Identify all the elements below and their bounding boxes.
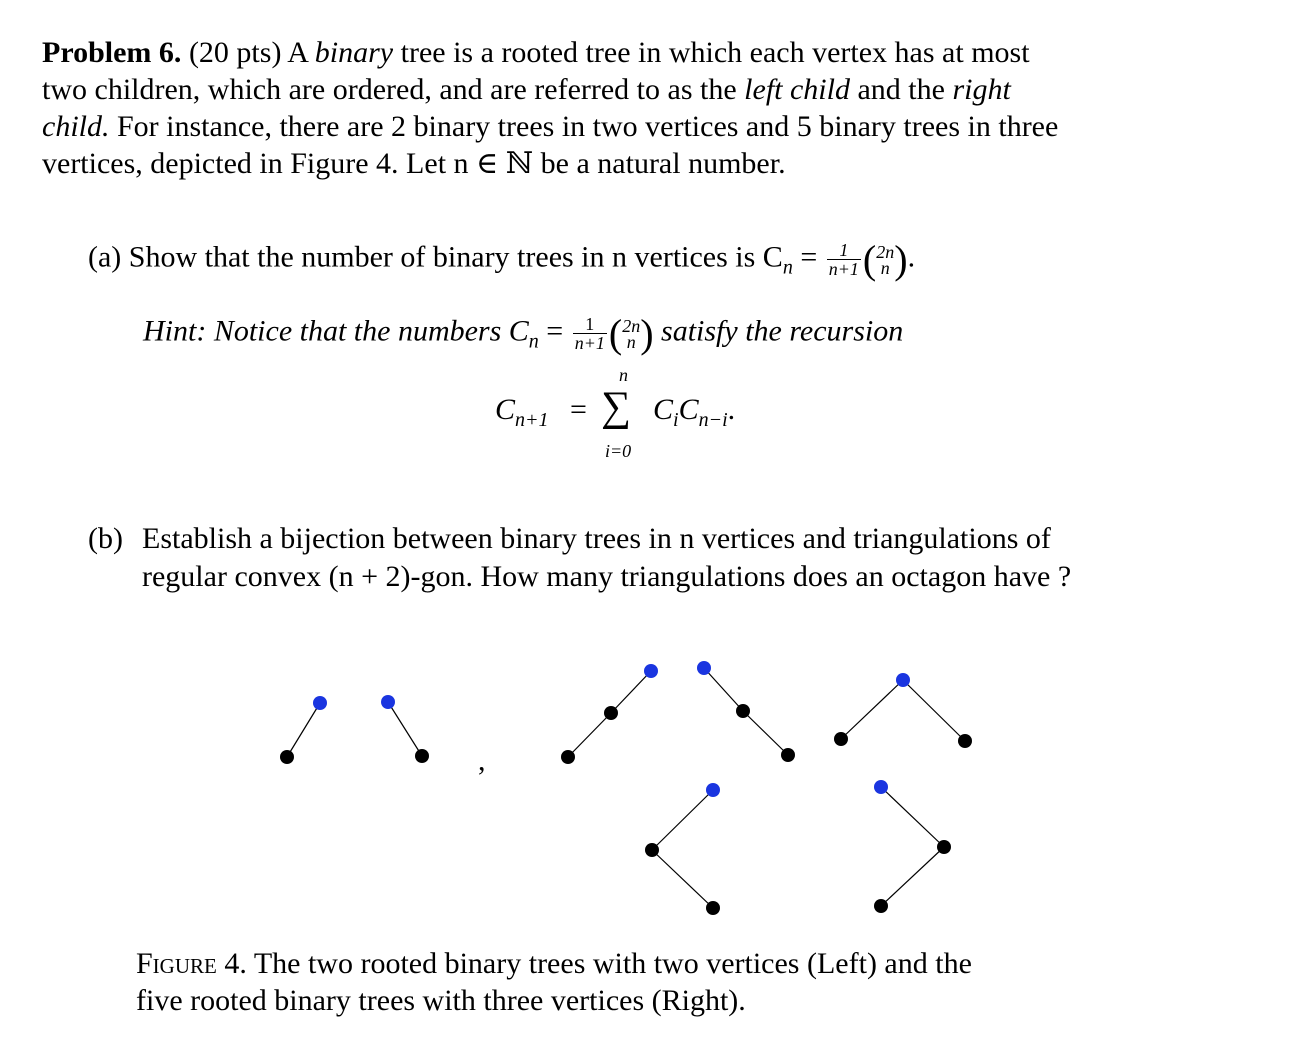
- term-sub-n-i: n−i: [698, 409, 728, 431]
- node: [561, 750, 575, 764]
- part-a-text: Show that the number of binary trees in n vertices is C: [128, 240, 783, 274]
- root-node: [313, 696, 327, 710]
- node: [645, 843, 659, 857]
- edge-tree3-a: [611, 671, 651, 713]
- node: [280, 750, 294, 764]
- edge-tree4-b: [743, 711, 788, 755]
- frac-num: 1: [827, 241, 861, 260]
- tree-nodes: [280, 661, 972, 915]
- edge-tree7-b: [881, 847, 944, 906]
- recursion-eq: =: [570, 393, 587, 426]
- hint-binom-bot: n: [626, 331, 636, 352]
- binom-top: 2n: [876, 241, 895, 262]
- part-a-eq: =: [792, 240, 825, 274]
- sum-lower-limit: i=0: [605, 441, 632, 461]
- caption-num: 4.: [224, 947, 247, 980]
- root-node: [896, 673, 910, 687]
- node: [958, 734, 972, 748]
- sum-upper-limit: n: [619, 365, 628, 385]
- node: [604, 706, 618, 720]
- edge-tree5-b: [903, 680, 965, 741]
- hint-frac-den: n+1: [574, 333, 605, 353]
- binom-bot: n: [880, 257, 890, 278]
- term-c: C: [653, 393, 674, 426]
- node: [937, 840, 951, 854]
- edge-tree5-a: [841, 680, 903, 739]
- problem-line-4: vertices, depicted in Figure 4. Let n ∈ ℕ be a natural number.: [42, 147, 786, 180]
- part-a: (a) Show that the number of binary trees in n vertices is $C_n$ = $\frac{1}{n+1}$ ( 2n n ).: [88, 237, 916, 282]
- edge-tree6-b: [652, 850, 713, 908]
- edge-tree6-a: [652, 790, 713, 850]
- hint-frac-num: 1: [573, 315, 607, 334]
- edge-tree2: [388, 702, 422, 756]
- hint-binom-top: 2n: [622, 315, 641, 336]
- figure-caption: [136, 945, 972, 1019]
- hint-sub: n: [528, 330, 539, 353]
- problem-points: (20 pts) A: [188, 36, 308, 69]
- root-node: [706, 783, 720, 797]
- part-b-line-2: regular convex (n + 2)-gon. How many triangulations does an octagon have ?: [142, 560, 1072, 593]
- node: [706, 901, 720, 915]
- term-binary: binary: [314, 36, 394, 69]
- caption-line-1: [136, 945, 972, 982]
- problem-label: Problem 6.: [42, 36, 182, 69]
- caption-label: Figure: [136, 947, 217, 980]
- term-sub-i: i: [673, 409, 679, 431]
- problem-text-1: tree is a rooted tree in which each vertex has at most: [400, 36, 1030, 69]
- edge-tree7-a: [881, 787, 944, 847]
- sum-sigma: ∑: [601, 384, 631, 430]
- root-node: [381, 695, 395, 709]
- root-node: [644, 664, 658, 678]
- term-child: child.: [42, 110, 110, 143]
- part-a-end: .: [907, 240, 916, 274]
- node: [874, 899, 888, 913]
- edge-tree3-b: [568, 713, 611, 757]
- caption-line-2: five rooted binary trees with three vertices (Right).: [136, 984, 746, 1017]
- caption-text-1: The two rooted binary trees with two vertices (Left) and the: [253, 947, 972, 980]
- problem-text-3: For instance, there are 2 binary trees in two vertices and 5 binary trees in three: [117, 110, 1059, 143]
- node: [415, 749, 429, 763]
- figure-separator: ,: [478, 744, 486, 777]
- node: [781, 748, 795, 762]
- hint: Hint: Notice that the numbers $C_n$ = $\frac{1}{n+1}$ ( 2n n ) satisfy the recursion: [143, 311, 904, 356]
- recursion-lhs-sub: n+1: [515, 409, 549, 431]
- problem-text-2a: two children, which are ordered, and are referred to as the: [42, 73, 737, 106]
- problem-text-2b: and the: [857, 73, 945, 106]
- root-node: [697, 661, 711, 675]
- part-a-sub: n: [782, 256, 793, 279]
- term-c2: C: [678, 393, 699, 426]
- recursion-lhs-c: C: [495, 393, 516, 426]
- term-left-child: left child: [744, 73, 850, 106]
- hint-text: Hint: Notice that the numbers C: [143, 314, 529, 348]
- part-b-line-1: Establish a bijection between binary trees in n vertices and triangulations of: [142, 522, 1051, 555]
- node: [736, 704, 750, 718]
- edge-tree1: [287, 703, 320, 757]
- hint-end: satisfy the recursion: [653, 314, 904, 348]
- term-right: right: [952, 73, 1011, 106]
- part-b-label: (b): [88, 522, 123, 555]
- hint-eq: =: [538, 314, 571, 348]
- frac-den: n+1: [828, 259, 859, 279]
- root-node: [874, 780, 888, 794]
- node: [834, 732, 848, 746]
- term-dot: .: [727, 393, 736, 426]
- part-a-label: (a): [88, 240, 122, 274]
- edge-tree4-a: [704, 668, 743, 711]
